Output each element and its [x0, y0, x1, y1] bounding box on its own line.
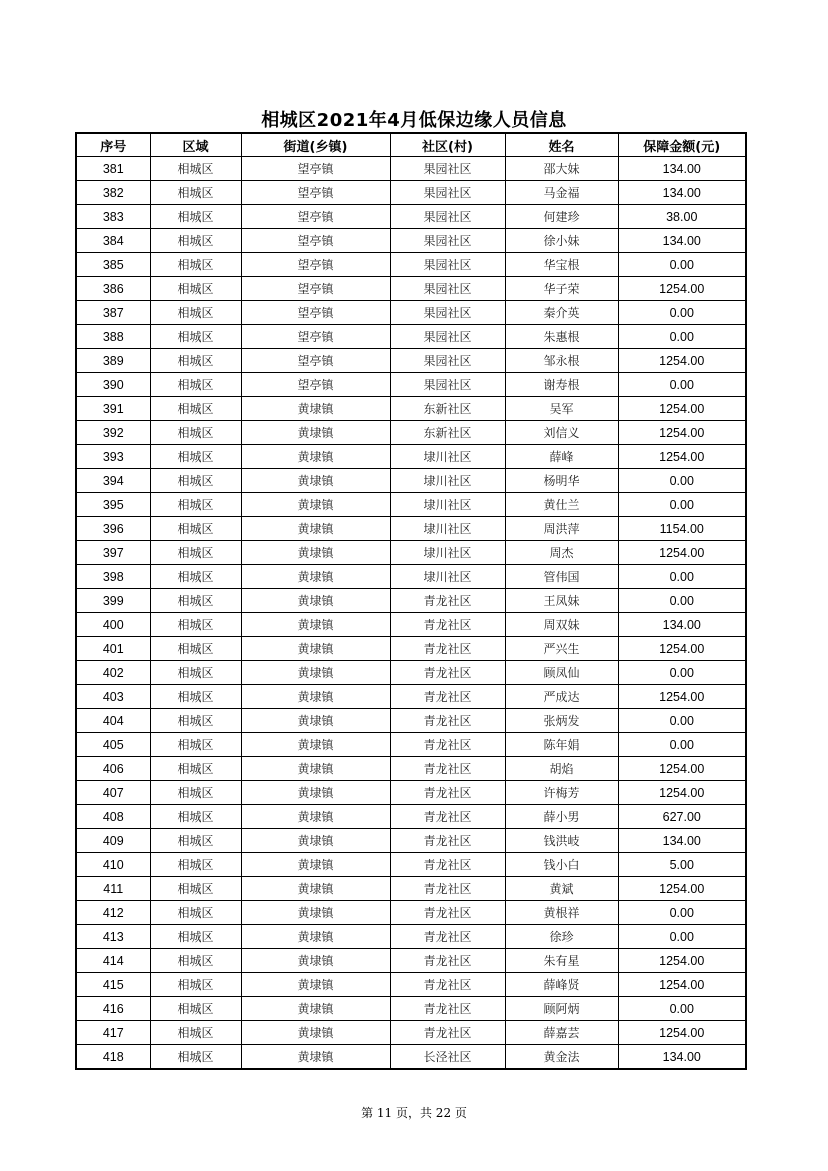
cell-street: 黄埭镇	[241, 1021, 390, 1045]
cell-seq: 403	[76, 685, 150, 709]
cell-seq: 408	[76, 805, 150, 829]
cell-amount: 0.00	[618, 661, 746, 685]
page-footer: 第 11 页，共 22 页	[361, 1106, 467, 1120]
cell-name: 刘信义	[505, 421, 618, 445]
cell-name: 邹永根	[505, 349, 618, 373]
cell-area: 相城区	[150, 757, 241, 781]
cell-seq: 406	[76, 757, 150, 781]
cell-street: 望亭镇	[241, 349, 390, 373]
table-row	[76, 229, 746, 253]
cell-name: 严兴生	[505, 637, 618, 661]
cell-name: 朱有星	[505, 949, 618, 973]
cell-community: 埭川社区	[390, 517, 505, 541]
table-row	[76, 1021, 746, 1045]
cell-community: 果园社区	[390, 205, 505, 229]
table-row	[76, 901, 746, 925]
cell-street: 黄埭镇	[241, 877, 390, 901]
table-row	[76, 445, 746, 469]
cell-street: 黄埭镇	[241, 805, 390, 829]
cell-name: 王凤妹	[505, 589, 618, 613]
cell-amount: 1254.00	[618, 1021, 746, 1045]
cell-amount: 134.00	[618, 229, 746, 253]
cell-amount: 0.00	[618, 997, 746, 1021]
cell-street: 黄埭镇	[241, 661, 390, 685]
cell-community: 果园社区	[390, 349, 505, 373]
cell-community: 东新社区	[390, 397, 505, 421]
cell-name: 薛峰贤	[505, 973, 618, 997]
cell-street: 黄埭镇	[241, 469, 390, 493]
cell-community: 青龙社区	[390, 757, 505, 781]
table-row	[76, 181, 746, 205]
cell-street: 望亭镇	[241, 229, 390, 253]
cell-seq: 416	[76, 997, 150, 1021]
table-header-row	[76, 133, 746, 157]
cell-name: 杨明华	[505, 469, 618, 493]
cell-seq: 388	[76, 325, 150, 349]
cell-street: 黄埭镇	[241, 397, 390, 421]
table-row	[76, 661, 746, 685]
cell-name: 谢寿根	[505, 373, 618, 397]
table-row	[76, 829, 746, 853]
cell-seq: 399	[76, 589, 150, 613]
cell-street: 黄埭镇	[241, 709, 390, 733]
cell-amount: 1254.00	[618, 685, 746, 709]
table-row	[76, 157, 746, 181]
cell-community: 青龙社区	[390, 685, 505, 709]
cell-amount: 0.00	[618, 253, 746, 277]
table-row	[76, 469, 746, 493]
table-row	[76, 853, 746, 877]
cell-name: 华宝根	[505, 253, 618, 277]
cell-amount: 134.00	[618, 181, 746, 205]
cell-area: 相城区	[150, 301, 241, 325]
cell-street: 黄埭镇	[241, 493, 390, 517]
cell-street: 黄埭镇	[241, 949, 390, 973]
header-area: 区域	[150, 133, 241, 157]
cell-name: 周洪萍	[505, 517, 618, 541]
cell-community: 青龙社区	[390, 853, 505, 877]
cell-street: 黄埭镇	[241, 541, 390, 565]
cell-community: 青龙社区	[390, 1021, 505, 1045]
table-row	[76, 709, 746, 733]
cell-community: 青龙社区	[390, 925, 505, 949]
cell-area: 相城区	[150, 325, 241, 349]
table-row	[76, 733, 746, 757]
cell-street: 黄埭镇	[241, 589, 390, 613]
table-row	[76, 949, 746, 973]
cell-community: 青龙社区	[390, 829, 505, 853]
cell-community: 埭川社区	[390, 493, 505, 517]
cell-seq: 400	[76, 613, 150, 637]
cell-name: 顾凤仙	[505, 661, 618, 685]
cell-community: 埭川社区	[390, 469, 505, 493]
cell-amount: 1154.00	[618, 517, 746, 541]
cell-area: 相城区	[150, 589, 241, 613]
cell-street: 黄埭镇	[241, 517, 390, 541]
cell-name: 周双妹	[505, 613, 618, 637]
cell-community: 果园社区	[390, 301, 505, 325]
cell-area: 相城区	[150, 901, 241, 925]
cell-seq: 415	[76, 973, 150, 997]
table-row	[76, 685, 746, 709]
table-row	[76, 1045, 746, 1070]
cell-street: 黄埭镇	[241, 1045, 390, 1070]
table-row	[76, 517, 746, 541]
cell-community: 青龙社区	[390, 589, 505, 613]
table-row	[76, 925, 746, 949]
cell-area: 相城区	[150, 973, 241, 997]
cell-street: 望亭镇	[241, 181, 390, 205]
table-row	[76, 877, 746, 901]
cell-amount: 0.00	[618, 925, 746, 949]
cell-amount: 5.00	[618, 853, 746, 877]
cell-area: 相城区	[150, 421, 241, 445]
cell-amount: 134.00	[618, 613, 746, 637]
table-row	[76, 301, 746, 325]
cell-street: 望亭镇	[241, 157, 390, 181]
cell-community: 青龙社区	[390, 709, 505, 733]
cell-amount: 0.00	[618, 469, 746, 493]
cell-community: 果园社区	[390, 229, 505, 253]
cell-area: 相城区	[150, 781, 241, 805]
cell-seq: 418	[76, 1045, 150, 1070]
cell-name: 黄仕兰	[505, 493, 618, 517]
table-row	[76, 493, 746, 517]
cell-community: 东新社区	[390, 421, 505, 445]
cell-area: 相城区	[150, 997, 241, 1021]
cell-community: 青龙社区	[390, 733, 505, 757]
cell-name: 何建珍	[505, 205, 618, 229]
cell-amount: 0.00	[618, 709, 746, 733]
cell-street: 黄埭镇	[241, 853, 390, 877]
cell-community: 青龙社区	[390, 877, 505, 901]
cell-community: 青龙社区	[390, 661, 505, 685]
cell-seq: 386	[76, 277, 150, 301]
cell-area: 相城区	[150, 829, 241, 853]
recipients-table	[75, 132, 747, 1070]
cell-amount: 1254.00	[618, 949, 746, 973]
cell-street: 望亭镇	[241, 325, 390, 349]
cell-area: 相城区	[150, 445, 241, 469]
table-row	[76, 205, 746, 229]
cell-seq: 381	[76, 157, 150, 181]
cell-community: 青龙社区	[390, 781, 505, 805]
header-amount: 保障金额(元)	[618, 133, 746, 157]
cell-seq: 392	[76, 421, 150, 445]
cell-area: 相城区	[150, 157, 241, 181]
cell-seq: 395	[76, 493, 150, 517]
cell-name: 严成达	[505, 685, 618, 709]
table-row	[76, 253, 746, 277]
cell-street: 望亭镇	[241, 205, 390, 229]
cell-street: 黄埭镇	[241, 421, 390, 445]
cell-amount: 1254.00	[618, 277, 746, 301]
cell-community: 青龙社区	[390, 997, 505, 1021]
cell-street: 黄埭镇	[241, 733, 390, 757]
cell-street: 黄埭镇	[241, 613, 390, 637]
cell-name: 马金福	[505, 181, 618, 205]
cell-area: 相城区	[150, 565, 241, 589]
cell-street: 望亭镇	[241, 277, 390, 301]
cell-area: 相城区	[150, 877, 241, 901]
cell-amount: 1254.00	[618, 397, 746, 421]
cell-amount: 0.00	[618, 493, 746, 517]
cell-name: 黄斌	[505, 877, 618, 901]
table-row	[76, 325, 746, 349]
cell-area: 相城区	[150, 925, 241, 949]
cell-community: 果园社区	[390, 373, 505, 397]
cell-area: 相城区	[150, 253, 241, 277]
cell-amount: 1254.00	[618, 541, 746, 565]
cell-street: 黄埭镇	[241, 445, 390, 469]
cell-amount: 1254.00	[618, 877, 746, 901]
cell-area: 相城区	[150, 205, 241, 229]
cell-street: 望亭镇	[241, 253, 390, 277]
cell-seq: 414	[76, 949, 150, 973]
cell-seq: 411	[76, 877, 150, 901]
cell-name: 邵大妹	[505, 157, 618, 181]
cell-name: 周杰	[505, 541, 618, 565]
cell-street: 望亭镇	[241, 301, 390, 325]
cell-amount: 1254.00	[618, 973, 746, 997]
cell-community: 青龙社区	[390, 973, 505, 997]
cell-seq: 385	[76, 253, 150, 277]
cell-seq: 382	[76, 181, 150, 205]
cell-name: 薛小男	[505, 805, 618, 829]
table-row	[76, 589, 746, 613]
cell-name: 薛峰	[505, 445, 618, 469]
cell-street: 黄埭镇	[241, 973, 390, 997]
cell-area: 相城区	[150, 853, 241, 877]
cell-name: 钱小白	[505, 853, 618, 877]
cell-community: 埭川社区	[390, 445, 505, 469]
header-seq: 序号	[76, 133, 150, 157]
cell-name: 秦介英	[505, 301, 618, 325]
table-row	[76, 565, 746, 589]
cell-community: 青龙社区	[390, 901, 505, 925]
cell-area: 相城区	[150, 517, 241, 541]
cell-street: 黄埭镇	[241, 997, 390, 1021]
cell-amount: 627.00	[618, 805, 746, 829]
cell-community: 长泾社区	[390, 1045, 505, 1070]
cell-name: 吴军	[505, 397, 618, 421]
cell-name: 朱惠根	[505, 325, 618, 349]
table-row	[76, 757, 746, 781]
cell-community: 青龙社区	[390, 949, 505, 973]
table-row	[76, 805, 746, 829]
table-row	[76, 397, 746, 421]
cell-area: 相城区	[150, 949, 241, 973]
table-row	[76, 277, 746, 301]
cell-amount: 1254.00	[618, 349, 746, 373]
table-row	[76, 997, 746, 1021]
cell-street: 黄埭镇	[241, 901, 390, 925]
cell-area: 相城区	[150, 685, 241, 709]
table-row	[76, 541, 746, 565]
cell-amount: 134.00	[618, 1045, 746, 1070]
cell-area: 相城区	[150, 661, 241, 685]
header-street: 街道(乡镇)	[241, 133, 390, 157]
cell-amount: 0.00	[618, 589, 746, 613]
cell-area: 相城区	[150, 277, 241, 301]
cell-amount: 1254.00	[618, 421, 746, 445]
cell-community: 果园社区	[390, 157, 505, 181]
cell-area: 相城区	[150, 805, 241, 829]
cell-seq: 410	[76, 853, 150, 877]
cell-area: 相城区	[150, 613, 241, 637]
cell-street: 黄埭镇	[241, 925, 390, 949]
cell-seq: 394	[76, 469, 150, 493]
cell-area: 相城区	[150, 637, 241, 661]
cell-seq: 397	[76, 541, 150, 565]
cell-name: 薛嘉芸	[505, 1021, 618, 1045]
table-row	[76, 373, 746, 397]
page-title: 相城区2021年4月低保边缘人员信息	[261, 110, 567, 131]
cell-seq: 387	[76, 301, 150, 325]
cell-seq: 391	[76, 397, 150, 421]
cell-community: 青龙社区	[390, 637, 505, 661]
table-row	[76, 781, 746, 805]
cell-amount: 0.00	[618, 733, 746, 757]
cell-name: 钱洪岐	[505, 829, 618, 853]
cell-area: 相城区	[150, 1045, 241, 1070]
table-row	[76, 349, 746, 373]
cell-name: 华子荣	[505, 277, 618, 301]
cell-seq: 396	[76, 517, 150, 541]
cell-seq: 412	[76, 901, 150, 925]
cell-street: 黄埭镇	[241, 565, 390, 589]
cell-area: 相城区	[150, 541, 241, 565]
cell-seq: 383	[76, 205, 150, 229]
cell-name: 黄金法	[505, 1045, 618, 1070]
cell-amount: 134.00	[618, 157, 746, 181]
cell-name: 管伟国	[505, 565, 618, 589]
header-community: 社区(村)	[390, 133, 505, 157]
cell-street: 黄埭镇	[241, 685, 390, 709]
cell-street: 黄埭镇	[241, 757, 390, 781]
cell-street: 黄埭镇	[241, 637, 390, 661]
cell-seq: 390	[76, 373, 150, 397]
cell-seq: 409	[76, 829, 150, 853]
header-name: 姓名	[505, 133, 618, 157]
cell-seq: 384	[76, 229, 150, 253]
cell-seq: 389	[76, 349, 150, 373]
cell-name: 陈年娟	[505, 733, 618, 757]
cell-amount: 1254.00	[618, 781, 746, 805]
cell-area: 相城区	[150, 373, 241, 397]
cell-community: 果园社区	[390, 181, 505, 205]
cell-name: 徐珍	[505, 925, 618, 949]
cell-seq: 393	[76, 445, 150, 469]
cell-seq: 413	[76, 925, 150, 949]
table-row	[76, 973, 746, 997]
cell-amount: 0.00	[618, 901, 746, 925]
cell-name: 徐小妹	[505, 229, 618, 253]
cell-amount: 0.00	[618, 301, 746, 325]
table-row	[76, 613, 746, 637]
cell-community: 果园社区	[390, 325, 505, 349]
cell-seq: 398	[76, 565, 150, 589]
cell-name: 许梅芳	[505, 781, 618, 805]
cell-amount: 134.00	[618, 829, 746, 853]
cell-amount: 0.00	[618, 325, 746, 349]
cell-area: 相城区	[150, 469, 241, 493]
cell-seq: 405	[76, 733, 150, 757]
cell-seq: 404	[76, 709, 150, 733]
cell-community: 青龙社区	[390, 613, 505, 637]
cell-area: 相城区	[150, 1021, 241, 1045]
cell-area: 相城区	[150, 493, 241, 517]
cell-amount: 0.00	[618, 565, 746, 589]
cell-amount: 1254.00	[618, 637, 746, 661]
cell-community: 果园社区	[390, 253, 505, 277]
cell-seq: 401	[76, 637, 150, 661]
cell-seq: 417	[76, 1021, 150, 1045]
cell-area: 相城区	[150, 733, 241, 757]
cell-street: 望亭镇	[241, 373, 390, 397]
cell-community: 果园社区	[390, 277, 505, 301]
cell-name: 顾阿炳	[505, 997, 618, 1021]
cell-street: 黄埭镇	[241, 829, 390, 853]
table-row	[76, 421, 746, 445]
table-row	[76, 637, 746, 661]
cell-area: 相城区	[150, 229, 241, 253]
cell-community: 青龙社区	[390, 805, 505, 829]
cell-area: 相城区	[150, 397, 241, 421]
cell-amount: 38.00	[618, 205, 746, 229]
cell-street: 黄埭镇	[241, 781, 390, 805]
cell-seq: 402	[76, 661, 150, 685]
cell-community: 埭川社区	[390, 541, 505, 565]
cell-area: 相城区	[150, 181, 241, 205]
table-body	[76, 157, 746, 1070]
cell-area: 相城区	[150, 349, 241, 373]
cell-seq: 407	[76, 781, 150, 805]
cell-community: 埭川社区	[390, 565, 505, 589]
cell-amount: 1254.00	[618, 445, 746, 469]
cell-amount: 0.00	[618, 373, 746, 397]
cell-name: 黄根祥	[505, 901, 618, 925]
cell-amount: 1254.00	[618, 757, 746, 781]
cell-name: 张炳发	[505, 709, 618, 733]
cell-name: 胡焰	[505, 757, 618, 781]
cell-area: 相城区	[150, 709, 241, 733]
